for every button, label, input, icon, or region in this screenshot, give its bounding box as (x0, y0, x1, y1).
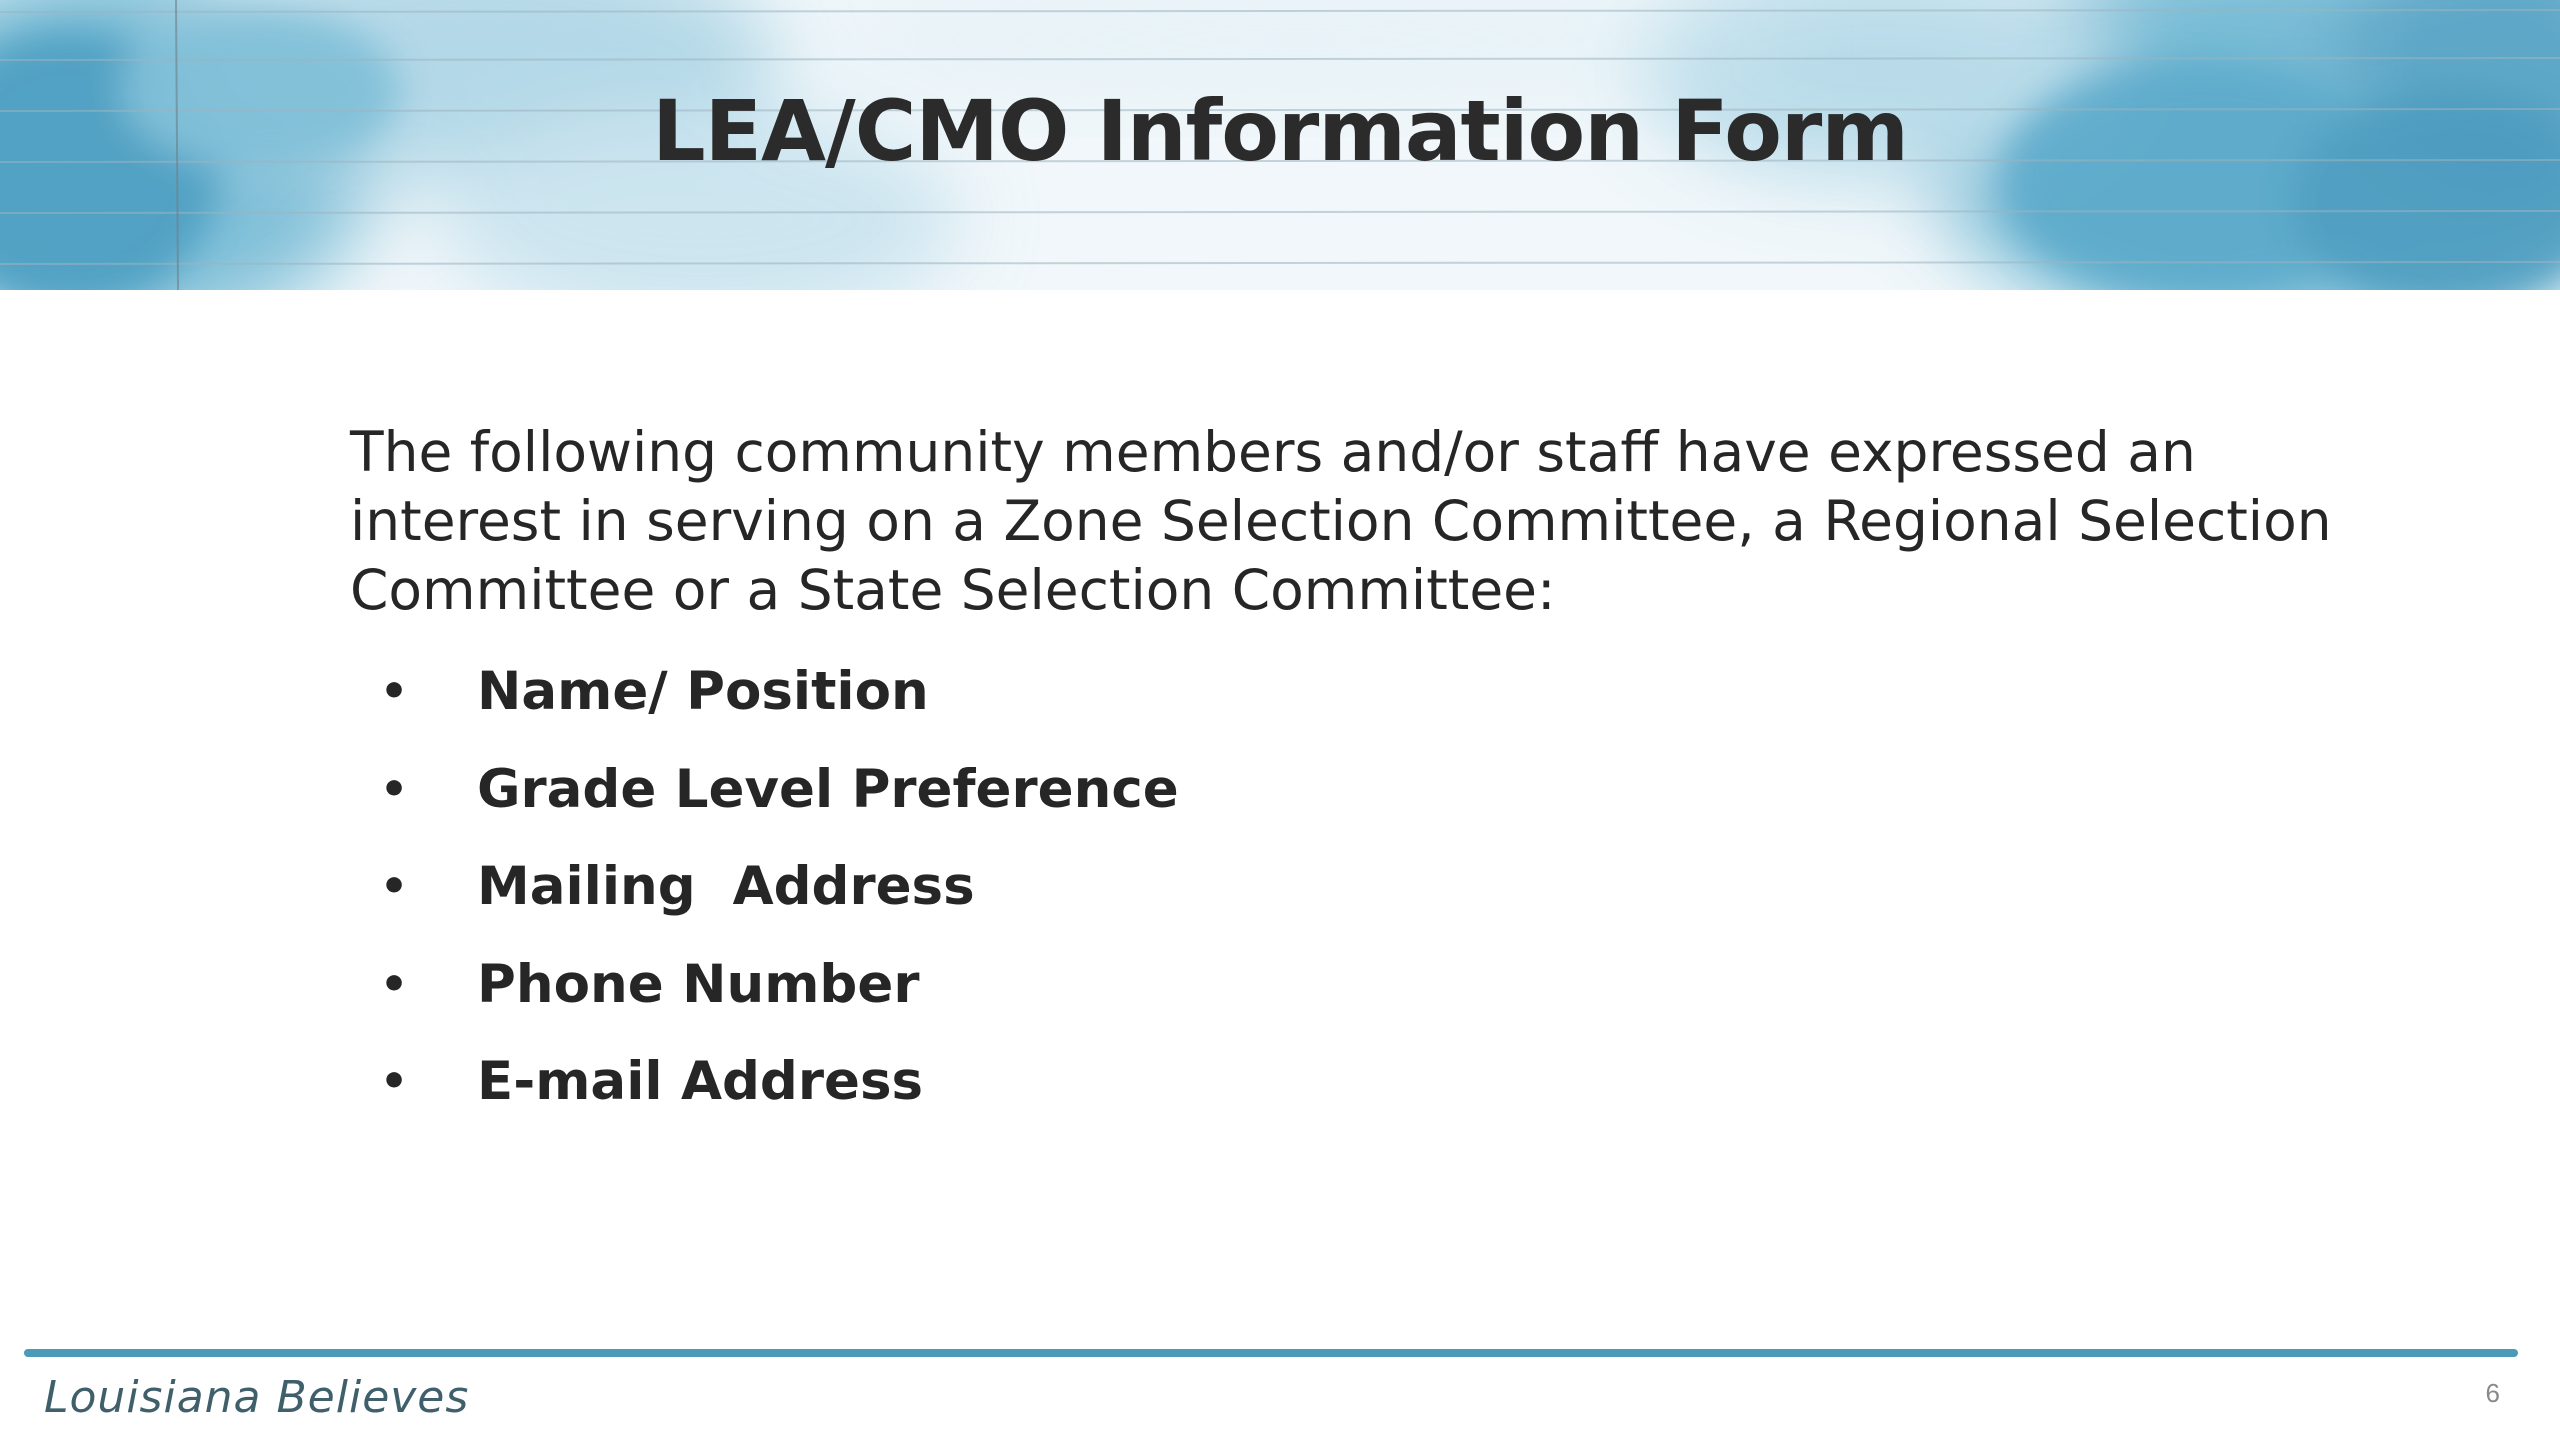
field-label-mailing-address: Mailing Address (477, 856, 975, 917)
bullet-icon: • (380, 1056, 409, 1107)
slide-number: 6 (2485, 1378, 2500, 1408)
bullet-icon: • (380, 958, 409, 1010)
bullet-icon: • (380, 666, 409, 717)
footer-divider (24, 1349, 2518, 1357)
brand-logo-text: Louisiana Believes (44, 1372, 470, 1423)
intro-paragraph: The following community members and/or staff have expressed an interest in serving on a Zone Selection Committee, a Regional Selection Committee or a State Selection Committee: (350, 420, 2332, 622)
slide-title: LEA/CMO Information Form (652, 82, 1908, 180)
field-label-grade-level-preference: Grade Level Preference (477, 758, 1179, 820)
header-banner (0, 0, 2560, 290)
bullet-icon: • (380, 861, 409, 912)
field-label-name-position: Name/ Position (477, 661, 929, 722)
field-label-phone-number: Phone Number (477, 953, 920, 1015)
bullet-icon: • (380, 763, 409, 815)
field-label-email-address: E-mail Address (477, 1051, 924, 1112)
